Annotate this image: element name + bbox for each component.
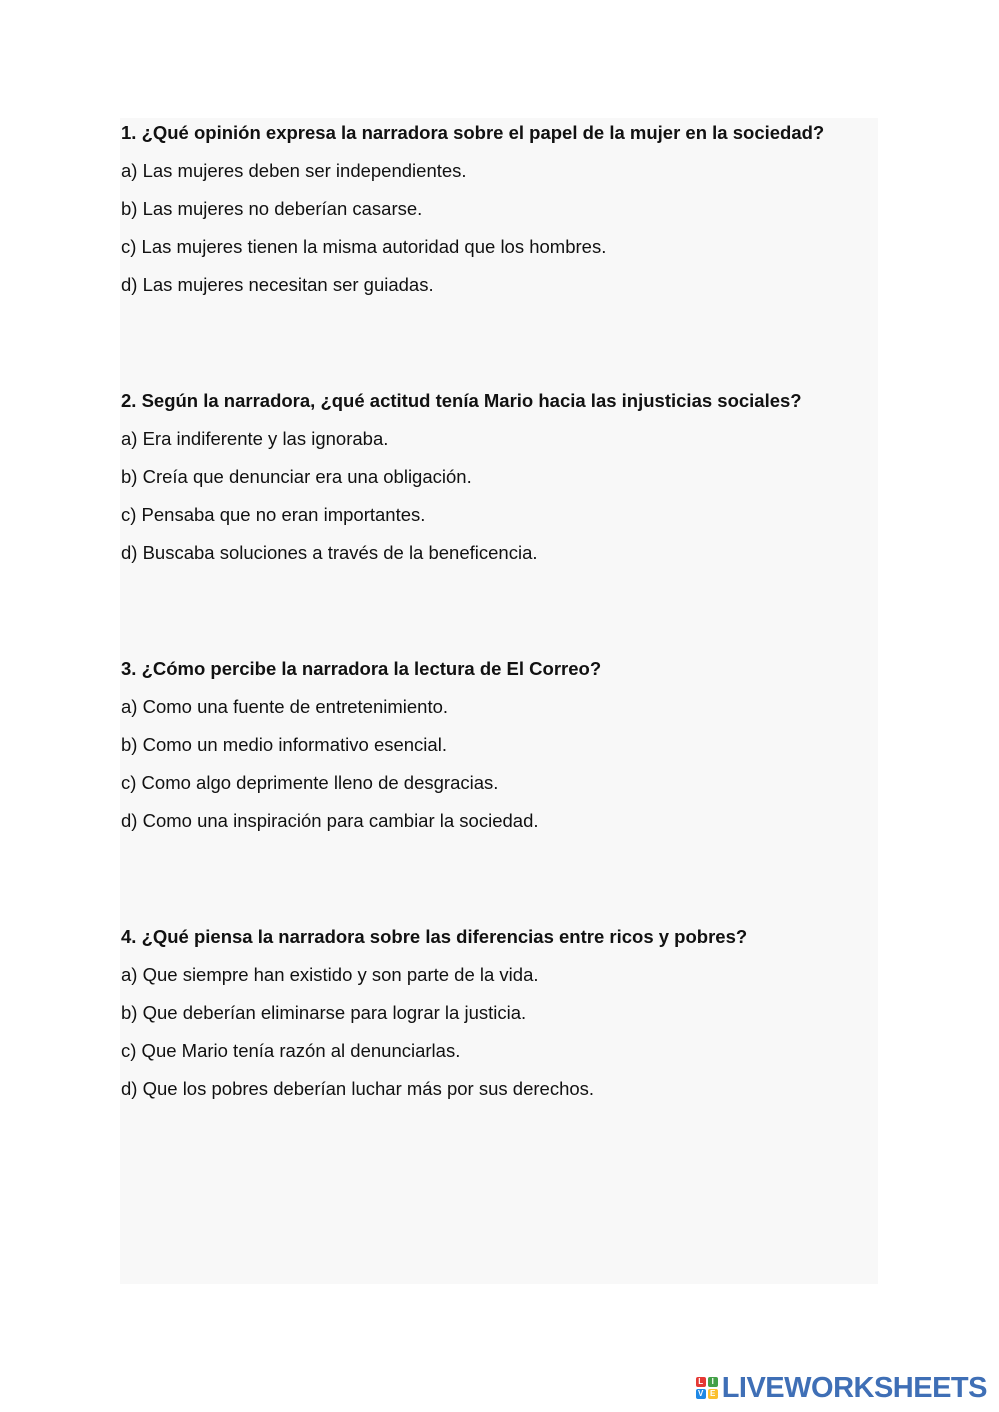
liveworksheets-squares-icon: [696, 1377, 718, 1399]
option-c: c) Como algo deprimente lleno de desgracias.: [121, 772, 499, 793]
question-3: [121, 650, 877, 840]
question-title: 1. ¿Qué opinión expresa la narradora sobre el papel de la mujer en la sociedad?: [121, 122, 825, 143]
option-d: d) Las mujeres necesitan ser guiadas.: [121, 274, 434, 295]
option-a: a) Era indiferente y las ignoraba.: [121, 428, 389, 449]
option-d: d) Que los pobres deberían luchar más por sus derechos.: [121, 1078, 595, 1099]
option-d: d) Como una inspiración para cambiar la sociedad.: [121, 810, 539, 831]
logo-text: LIVEWORKSHEETS: [721, 1371, 987, 1404]
option-b: b) Creía que denunciar era una obligación.: [121, 466, 472, 487]
question-title: 4. ¿Qué piensa la narradora sobre las diferencias entre ricos y pobres?: [121, 926, 748, 947]
logo-square-i: I: [708, 1377, 718, 1387]
question-2: [121, 382, 877, 572]
option-a: a) Las mujeres deben ser independientes.: [121, 160, 467, 181]
spacer: [121, 840, 877, 918]
worksheet-content: [121, 114, 877, 1108]
option-c: c) Las mujeres tienen la misma autoridad que los hombres.: [121, 236, 607, 257]
logo-square-l: L: [696, 1377, 706, 1387]
logo-square-e: E: [708, 1389, 718, 1399]
question-1: [121, 114, 877, 304]
question-title: 2. Según la narradora, ¿qué actitud tenía Mario hacia las injusticias sociales?: [121, 390, 802, 411]
question-4: [121, 918, 877, 1108]
spacer: [121, 572, 877, 650]
spacer: [121, 304, 877, 382]
option-b: b) Que deberían eliminarse para lograr la justicia.: [121, 1002, 527, 1023]
logo-square-v: V: [696, 1389, 706, 1399]
option-d: d) Buscaba soluciones a través de la beneficencia.: [121, 542, 538, 563]
option-c: c) Pensaba que no eran importantes.: [121, 504, 426, 525]
option-c: c) Que Mario tenía razón al denunciarlas.: [121, 1040, 461, 1061]
option-b: b) Como un medio informativo esencial.: [121, 734, 447, 755]
option-a: a) Que siempre han existido y son parte de la vida.: [121, 964, 539, 985]
liveworksheets-logo[interactable]: [696, 1371, 987, 1405]
option-a: a) Como una fuente de entretenimiento.: [121, 696, 449, 717]
option-b: b) Las mujeres no deberían casarse.: [121, 198, 423, 219]
question-title: 3. ¿Cómo percibe la narradora la lectura de El Correo?: [121, 658, 602, 679]
